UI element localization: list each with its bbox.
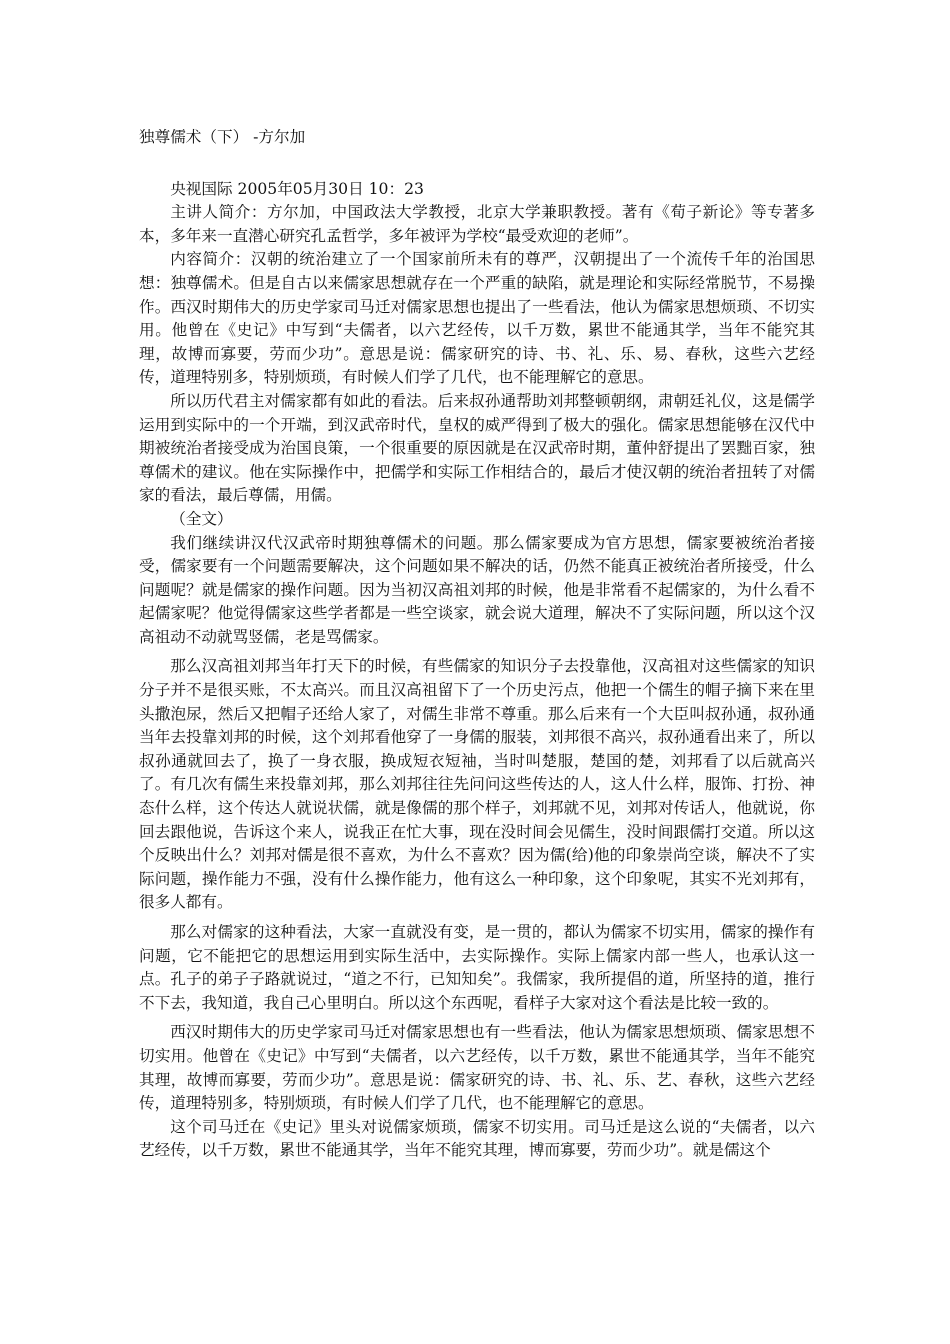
paragraph-body: 那么汉高祖刘邦当年打天下的时候，有些儒家的知识分子去投靠他，汉高祖对这些儒家的知识分子并不是很买账，不太高兴。而且汉高祖留下了一个历史污点，他把一个儒生的帽子摘下来在里头撒泡尿，然后又把帽子还给人家了，对儒生非常不尊重。那么后来有一个大臣叫叔孙通，叔孙通当年去投靠刘邦的时候，这个刘邦看他穿了一身儒的服装，刘邦很不高兴，叔孙通看出来了，所以叔孙通就回去了，换了一身衣服，换成短衣短袖，当时叫楚服，楚国的楚，刘邦看了以后就高兴了。有几次有儒生来投靠刘邦，那么刘邦往往先问问这些传达的人，这人什么样，服饰、打扮、神态什么样，这个传达人就说状儒，就是像儒的那个样子，刘邦就不见，刘邦对传话人，他就说，你回去跟他说，告诉这个来人，说我正在忙大事，现在没时间会见儒生，没时间跟儒打交道。所以这个反映出什么？刘邦对儒是很不喜欢，为什么不喜欢？因为儒(给)他的印象崇尚空谈，解决不了实际问题，操作能力不强，没有什么操作能力，他有这么一种印象，这个印象呢，其实不光刘邦有，很多人都有。 <box>139 657 815 912</box>
document-page <box>139 120 815 1163</box>
paragraph-body: 这个司马迁在《史记》里头对说儒家烦琐，儒家不切实用。司马迁是这么说的“夫儒者，以六艺经传，以千万数，累世不能通其学，当年不能究其理，博而寡要，劳而少功”。就是儒这个 <box>139 1117 815 1160</box>
paragraph-body: 我们继续讲汉代汉武帝时期独尊儒术的问题。那么儒家要成为官方思想，儒家要被统治者接受，儒家要有一个问题需要解决，这个问题如果不解决的话，仍然不能真正被统治者所接受，什么问题呢？就是儒家的操作问题。因为当初汉高祖刘邦的时候，他是非常看不起儒家的，为什么看不起儒家呢？他觉得儒家这些学者都是一些空谈家，就会说大道理，解决不了实际问题，所以这个汉高祖动不动就骂竖儒，老是骂儒家。 <box>139 533 815 646</box>
document-title: 独尊儒术（下） -方尔加 <box>139 128 306 146</box>
source-line: 央视国际 2005年05月30日 10：23 <box>170 179 424 198</box>
paragraph-body: 西汉时期伟大的历史学家司马迁对儒家思想也有一些看法，他认为儒家思想烦琐、儒家思想不切实用。他曾在《史记》中写到“夫儒者，以六艺经传，以千万数，累世不能通其学，当年不能究其理，故博而寡要，劳而少功”。意思是说：儒家研究的诗、书、礼、乐、艺、春秋，这些六艺经传，道理特别多，特别烦琐，有时候人们学了几代，也不能理解它的意思。 <box>139 1023 815 1113</box>
full-text-label: （全文） <box>170 509 233 528</box>
paragraph-body: 所以历代君主对儒家都有如此的看法。后来叔孙通帮助刘邦整顿朝纲，肃朝廷礼仪，这是儒学运用到实际中的一个开端，到汉武帝时代，皇权的威严得到了极大的强化。儒家思想能够在汉代中期被统治者接受成为治国良策，一个很重要的原因就是在汉武帝时期，董仲舒提出了罢黜百家，独尊儒术的建议。他在实际操作中，把儒学和实际工作相结合的，最后才使汉朝的统治者扭转了对儒家的看法，最后尊儒，用儒。 <box>139 391 815 505</box>
paragraph-body: 那么对儒家的这种看法，大家一直就没有变，是一贯的，都认为儒家不切实用，儒家的操作有问题，它不能把它的思想运用到实际生活中，去实际操作。实际上儒家内部一些人，也承认这一点。孔子的弟子子路就说过，“道之不行，已知知矣”。我儒家，我所提倡的道，所坚持的道，推行不下去，我知道，我自己心里明白。所以这个东西呢，看样子大家对这个看法是比较一致的。 <box>139 923 815 1012</box>
paragraph-speaker-intro: 主讲人简介：方尔加，中国政法大学教授，北京大学兼职教授。著有《荀子新论》等专著多本，多年来一直潜心研究孔孟哲学，多年被评为学校“最受欢迎的老师”。 <box>139 203 815 245</box>
paragraph-content-intro: 内容简介：汉朝的统治建立了一个国家前所未有的尊严，汉朝提出了一个流传千年的治国思想：独尊儒术。但是自古以来儒家思想就存在一个严重的缺陷，就是理论和实际经常脱节，不易操作。西汉时期伟大的历史学家司马迁对儒家思想也提出了一些看法，他认为儒家思想烦琐、不切实用。他曾在《史记》中写到“夫儒者，以六艺经传，以千万数，累世不能通其学，当年不能究其理，故博而寡要，劳而少功”。意思是说：儒家研究的诗、书、礼、乐、易、春秋，这些六艺经传，道理特别多，特别烦琐，有时候人们学了几代，也不能理解它的意思。 <box>139 250 815 387</box>
